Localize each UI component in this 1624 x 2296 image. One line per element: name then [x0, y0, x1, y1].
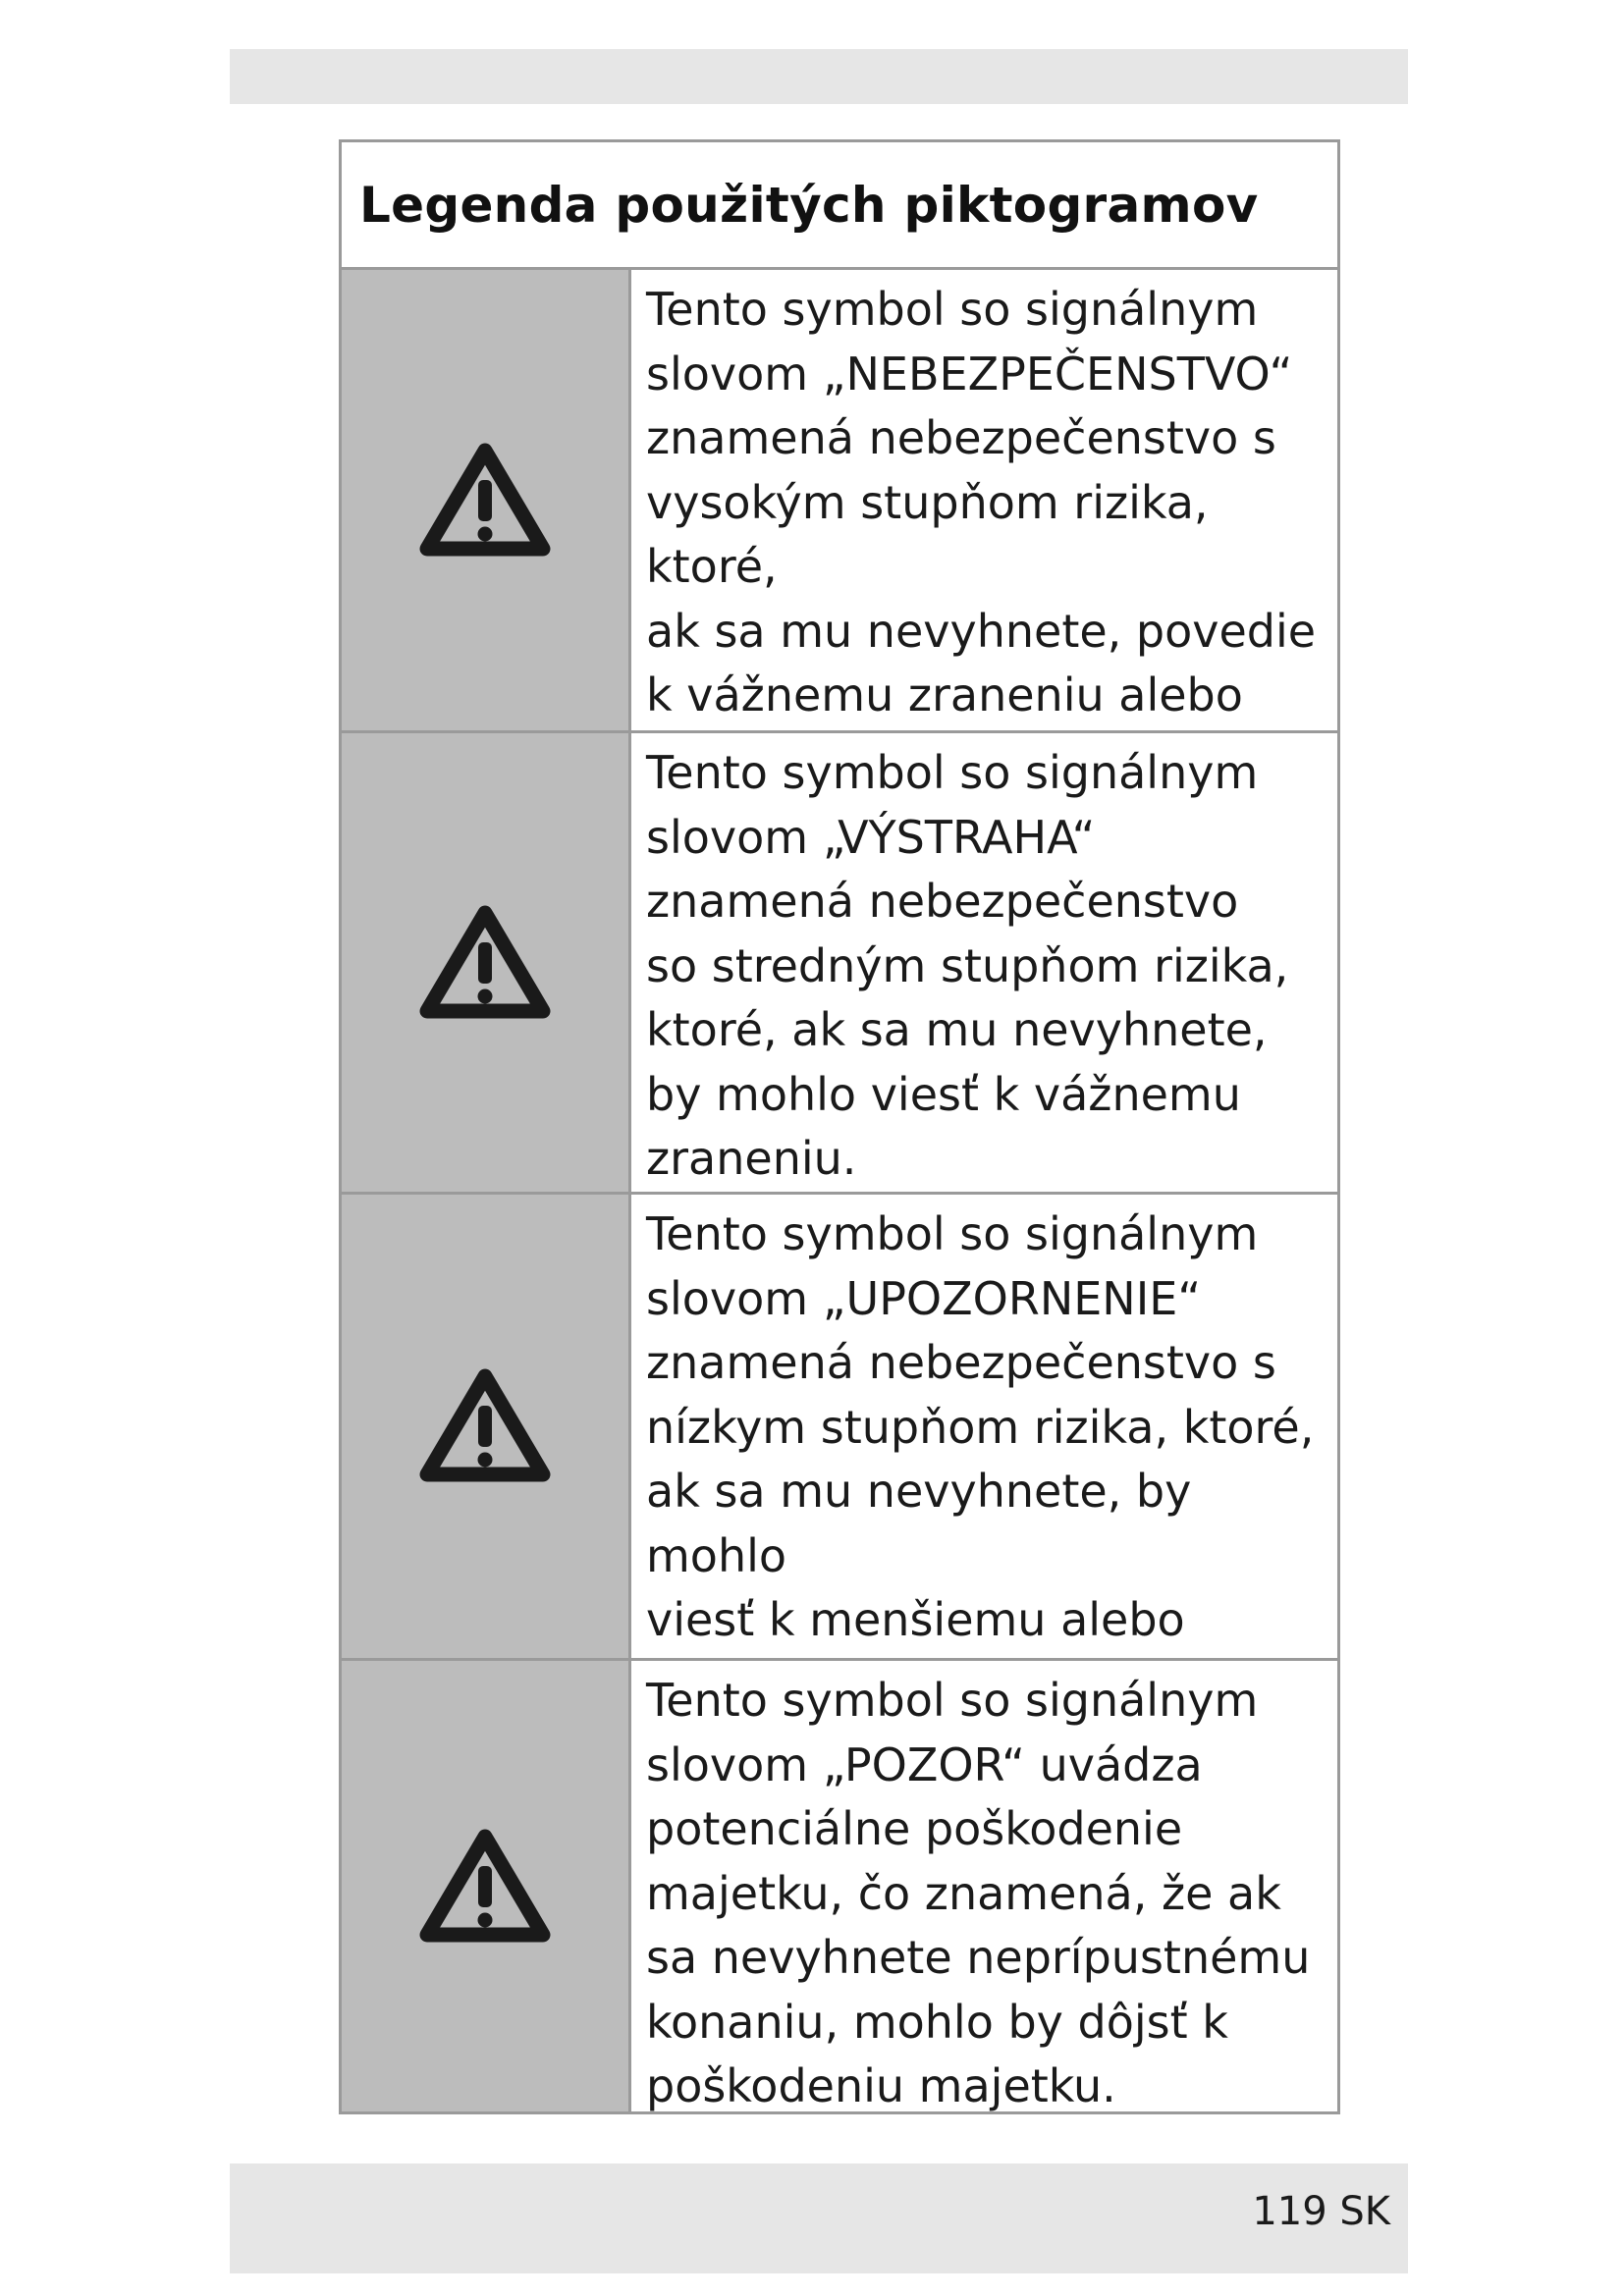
header-band [230, 49, 1408, 104]
legend-text: Tento symbol so signálnym slovom „NEBEZPEČENSTVO“ znamená nebezpečenstvo s vysokým stupňom rizika, ktoré, ak sa mu nevyhnete, povedie k vážnemu zraneniu alebo [646, 283, 1317, 721]
legend-text: Tento symbol so signálnym slovom „UPOZORNENIE“ znamená nebezpečenstvo s nízkym stupňom rizika, ktoré, ak sa mu nevyhnete, by mohlo viesť k menšiemu alebo [646, 1207, 1315, 1646]
pictogram-legend-table [339, 139, 1340, 2114]
warning-triangle-icon [417, 1366, 553, 1486]
page-number: 119 SK [1252, 2189, 1390, 2234]
icon-cell [342, 1661, 631, 2111]
warning-triangle-icon [417, 903, 553, 1023]
warning-triangle-icon [417, 441, 553, 561]
legend-text: Tento symbol so signálnym slovom „POZOR“ uvádza potenciálne poškodenie majetku, čo znamená, že ak sa nevyhnete neprípustnému konaniu, mohlo by dôjsť k poškodeniu majetku. [646, 1674, 1311, 2111]
legend-row-danger [342, 270, 1337, 733]
icon-cell [342, 733, 631, 1192]
icon-cell [342, 1195, 631, 1658]
legend-title: Legenda použitých piktogramov [342, 142, 1337, 270]
legend-row-notice [342, 1661, 1337, 2111]
legend-text: Tento symbol so signálnym slovom „VÝSTRAHA“ znamená nebezpečenstvo so stredným stupňom rizika, ktoré, ak sa mu nevyhnete, by mohlo viesť k vážnemu zraneniu. [646, 746, 1289, 1185]
footer-band [230, 2163, 1408, 2273]
legend-row-warning [342, 733, 1337, 1195]
legend-row-caution [342, 1195, 1337, 1661]
icon-cell [342, 270, 631, 730]
warning-triangle-icon [417, 1827, 553, 1947]
